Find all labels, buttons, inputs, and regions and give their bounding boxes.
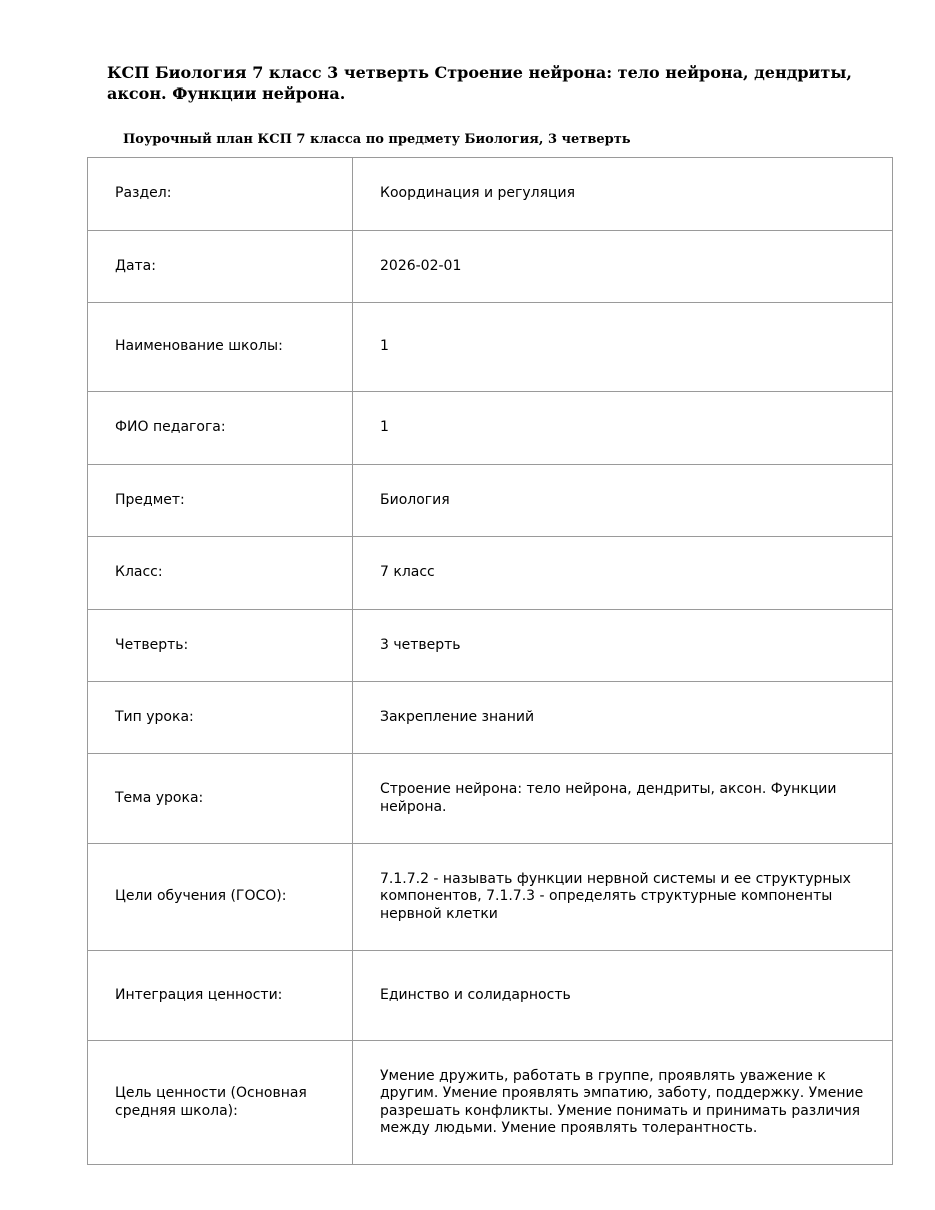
row-value: 1 bbox=[353, 303, 893, 392]
plan-subtitle: Поурочный план КСП 7 класса по предмету Биология, 3 четверть bbox=[123, 132, 631, 147]
row-label: Предмет: bbox=[88, 465, 353, 537]
row-value: Биология bbox=[353, 465, 893, 537]
row-value: Координация и регуляция bbox=[353, 158, 893, 231]
table-row-school-name bbox=[88, 303, 893, 392]
table-row-class bbox=[88, 537, 893, 610]
table-row-section bbox=[88, 158, 893, 231]
row-label: Цель ценности (Основная средняя школа): bbox=[88, 1041, 353, 1165]
row-value: Единство и солидарность bbox=[353, 951, 893, 1041]
row-value: 1 bbox=[353, 392, 893, 465]
table-row-lesson-type bbox=[88, 682, 893, 754]
row-label: ФИО педагога: bbox=[88, 392, 353, 465]
table-row-subject bbox=[88, 465, 893, 537]
row-label: Дата: bbox=[88, 231, 353, 303]
row-value: 3 четверть bbox=[353, 610, 893, 682]
document-title: КСП Биология 7 класс 3 четверть Строение нейрона: тело нейрона, дендриты, аксон. Функции нейрона. bbox=[107, 63, 852, 103]
row-value: Закрепление знаний bbox=[353, 682, 893, 754]
row-label: Четверть: bbox=[88, 610, 353, 682]
row-value: 7.1.7.2 - называть функции нервной системы и ее структурных компонентов, 7.1.7.3 - определять структурные компоненты нервной клетки bbox=[353, 844, 893, 951]
table-row-teacher bbox=[88, 392, 893, 465]
row-label: Раздел: bbox=[88, 158, 353, 231]
table-row-value-integration bbox=[88, 951, 893, 1041]
row-label: Тема урока: bbox=[88, 754, 353, 844]
table-row-date bbox=[88, 231, 893, 303]
table-row-learning-goals bbox=[88, 844, 893, 951]
row-label: Интеграция ценности: bbox=[88, 951, 353, 1041]
row-value: Строение нейрона: тело нейрона, дендриты, аксон. Функции нейрона. bbox=[353, 754, 893, 844]
table-row-lesson-topic bbox=[88, 754, 893, 844]
lesson-plan-table bbox=[87, 157, 893, 1165]
row-label: Наименование школы: bbox=[88, 303, 353, 392]
row-label: Класс: bbox=[88, 537, 353, 610]
row-label: Тип урока: bbox=[88, 682, 353, 754]
row-label: Цели обучения (ГОСО): bbox=[88, 844, 353, 951]
table-row-value-goal bbox=[88, 1041, 893, 1165]
row-value: Умение дружить, работать в группе, проявлять уважение к другим. Умение проявлять эмпатию, заботу, поддержку. Умение разрешать конфликты. Умение понимать и принимать различия между людьми. Умение проявлять толерантность. bbox=[353, 1041, 893, 1165]
table-row-quarter bbox=[88, 610, 893, 682]
row-value: 7 класс bbox=[353, 537, 893, 610]
row-value: 2026-02-01 bbox=[353, 231, 893, 303]
